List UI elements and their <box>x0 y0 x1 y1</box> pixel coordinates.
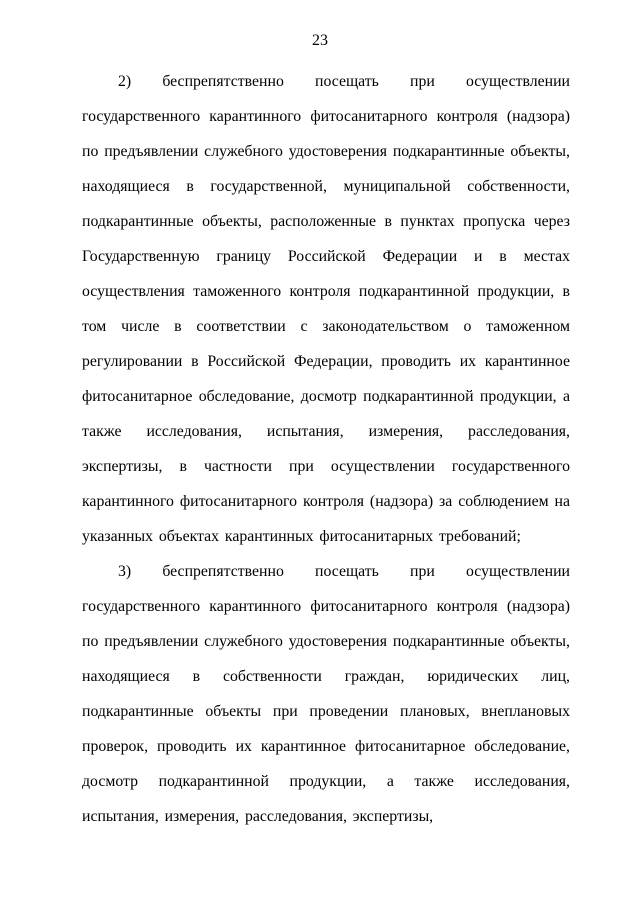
page-number: 23 <box>312 32 328 49</box>
paragraph-item-3: 3) беспрепятственно посещать при осуществлении государственного карантинного фитосанитарного контроля (надзора) по предъявлении служебного удостоверения подкарантинные объекты, находящиеся в собственности граждан, юридических лиц, подкарантинные объекты при проведении плановых, внеплановых проверок, проводить их карантинное фитосанитарное обследование, досмотр подкарантинной продукции, а также исследования, испытания, измерения, расследования, экспертизы, <box>82 563 570 825</box>
document-body <box>82 64 570 834</box>
paragraph-item-2: 2) беспрепятственно посещать при осуществлении государственного карантинного фитосанитарного контроля (надзора) по предъявлении служебного удостоверения подкарантинные объекты, находящиеся в государственной, муниципальной собственности, подкарантинные объекты, расположенные в пунктах пропуска через Государственную границу Российской Федерации и в местах осуществления таможенного контроля подкарантинной продукции, в том числе в соответствии с законодательством о таможенном регулировании в Российской Федерации, проводить их карантинное фитосанитарное обследование, досмотр подкарантинной продукции, а также исследования, испытания, измерения, расследования, экспертизы, в частности при осуществлении государственного карантинного фитосанитарного контроля (надзора) за соблюдением на указанных объектах карантинных фитосанитарных требований; <box>82 73 570 545</box>
